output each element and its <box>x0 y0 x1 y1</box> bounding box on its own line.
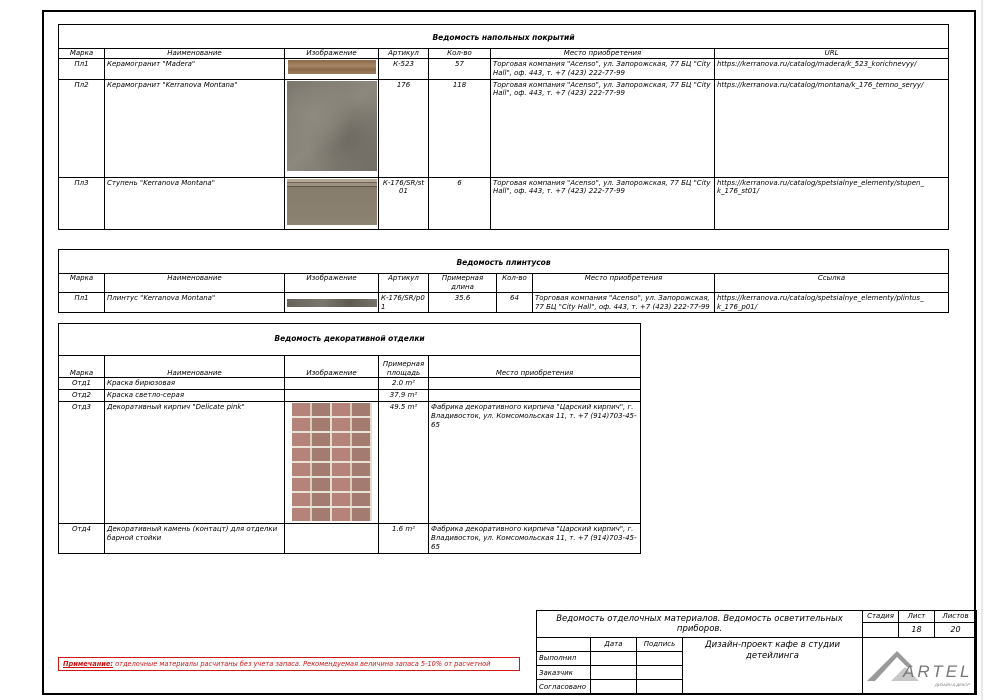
col-header: Марка <box>59 356 105 378</box>
place-cell <box>429 378 641 390</box>
floor-coverings-table <box>58 24 949 230</box>
date-cell <box>591 651 637 665</box>
name-cell: Декоративный кирпич "Delicate pink" <box>105 402 285 524</box>
decor-table <box>58 323 641 554</box>
mark-cell: Отд1 <box>59 378 105 390</box>
place-cell: Торговая компания "Acenso", ул. Запорожская, 77 БЦ "City Hall", оф. 443, т. +7 (423) 222-77-99 <box>491 59 715 80</box>
role-label: Согласовано <box>537 680 591 695</box>
note-box <box>58 657 520 671</box>
image-cell <box>285 390 379 402</box>
page-edge <box>981 0 983 700</box>
table-row <box>59 292 949 313</box>
sign-header: Подпись <box>637 638 683 651</box>
sign-cell <box>637 680 683 695</box>
logo-text: ARTEL <box>903 662 973 682</box>
area-cell: 49.5 m² <box>379 402 429 524</box>
col-header: URL <box>715 49 949 59</box>
date-cell <box>591 680 637 695</box>
wood-tile-image <box>288 60 376 74</box>
article-cell: К-176/SR/p0 1 <box>379 292 429 313</box>
mark-cell: Пл2 <box>59 79 105 177</box>
role-label: Заказчик <box>537 666 591 680</box>
stair-tile-image <box>287 179 377 225</box>
sheet-label: Лист <box>899 611 935 623</box>
sign-cell <box>637 666 683 680</box>
col-header: Наименование <box>105 274 285 293</box>
table-row <box>59 378 641 390</box>
image-cell <box>285 292 379 313</box>
name-cell: Ступень "Kerranova Montana" <box>105 177 285 229</box>
name-cell: Керамогранит "Kerranova Montana" <box>105 79 285 177</box>
title-block <box>536 610 977 695</box>
area-cell: 1.6 m² <box>379 524 429 554</box>
logo-cell <box>863 638 977 695</box>
image-cell <box>285 402 379 524</box>
image-cell <box>285 59 379 80</box>
name-cell: Керамогранит "Madera" <box>105 59 285 80</box>
mark-cell: Отд3 <box>59 402 105 524</box>
project-name: Дизайн-проект кафе в студии детейлинга <box>683 638 863 695</box>
table-row <box>59 390 641 402</box>
name-cell: Декоративный камень (контацт) для отделки барной стойки <box>105 524 285 554</box>
col-header: Изображение <box>285 49 379 59</box>
mark-cell: Пл1 <box>59 292 105 313</box>
plinth-table-title: Ведомость плинтусов <box>59 250 949 274</box>
image-cell <box>285 177 379 229</box>
name-cell: Краска бирюзовая <box>105 378 285 390</box>
note-text: отделочные материалы расчитаны без учета запаса. Рекомендуемая величина запаса 5-10% от расчетной <box>112 660 491 668</box>
note-label: Примечание: <box>63 660 113 668</box>
col-header: Артикул <box>379 49 429 59</box>
table-row <box>59 59 949 80</box>
stage-value <box>863 623 899 638</box>
mark-cell: Отд2 <box>59 390 105 402</box>
logo-subtext: ДИЗАЙН & ДЕКОР <box>935 682 971 688</box>
place-cell: Торговая компания "Acenso", ул. Запорожская, 77 БЦ "City Hall", оф. 443, т. +7 (423) 222-77-99 <box>533 292 715 313</box>
mark-cell: Пл3 <box>59 177 105 229</box>
col-header: Изображение <box>285 274 379 293</box>
plinth-image <box>287 299 377 307</box>
table-row <box>59 524 641 554</box>
plinth-table <box>58 249 949 313</box>
place-cell: Торговая компания "Acenso", ул. Запорожская, 77 БЦ "City Hall", оф. 443, т. +7 (423) 222-77-99 <box>491 79 715 177</box>
qty-cell: 57 <box>429 59 491 80</box>
date-header: Дата <box>591 638 637 651</box>
image-cell <box>285 524 379 554</box>
artel-logo <box>863 641 975 689</box>
col-header: Кол-во <box>429 49 491 59</box>
table-row <box>59 177 949 229</box>
place-cell <box>429 390 641 402</box>
floor-table-title: Ведомость напольных покрытий <box>59 25 949 49</box>
col-header: Место приобретения <box>533 274 715 293</box>
sheets-label: Листов <box>935 611 977 623</box>
sheet-value: 18 <box>899 623 935 638</box>
url-cell[interactable]: https://kerranova.ru/catalog/spetsialnye_elementy/plintus_ k_176_p01/ <box>715 292 949 313</box>
sheets-value: 20 <box>935 623 977 638</box>
url-cell[interactable]: https://kerranova.ru/catalog/spetsialnye_elementy/stupen_ k_176_st01/ <box>715 177 949 229</box>
article-cell: К-523 <box>379 59 429 80</box>
stage-label: Стадия <box>863 611 899 623</box>
table-row <box>59 79 949 177</box>
length-cell: 35.6 <box>429 292 497 313</box>
place-cell: Торговая компания "Acenso", ул. Запорожская, 77 БЦ "City Hall", оф. 443, т. +7 (423) 222-77-99 <box>491 177 715 229</box>
sign-cell <box>637 651 683 665</box>
col-header: Марка <box>59 274 105 293</box>
col-header: Изображение <box>285 356 379 378</box>
col-header: Ссылка <box>715 274 949 293</box>
image-cell <box>285 79 379 177</box>
table-row <box>59 402 641 524</box>
col-header: Наименование <box>105 49 285 59</box>
stone-tile-image <box>287 81 377 171</box>
article-cell: 176 <box>379 79 429 177</box>
doc-title: Ведомость отделочных материалов. Ведомость осветительных приборов. <box>537 611 863 638</box>
mark-cell: Пл1 <box>59 59 105 80</box>
col-header: Наименование <box>105 356 285 378</box>
image-cell <box>285 378 379 390</box>
qty-cell: 118 <box>429 79 491 177</box>
article-cell: К-176/SR/st 01 <box>379 177 429 229</box>
col-header: Примерная площадь <box>379 356 429 378</box>
role-label: Выполнил <box>537 651 591 665</box>
col-header: Место приобретения <box>491 49 715 59</box>
col-header: Место приобретения <box>429 356 641 378</box>
area-cell: 2.0 m² <box>379 378 429 390</box>
col-header: Марка <box>59 49 105 59</box>
name-cell: Плинтус "Kerranova Montana" <box>105 292 285 313</box>
place-cell: Фабрика декоративного кирпича "Царский кирпич", г. Владивосток, ул. Комсомольская 11, т. +7 (914)703-45-65 <box>429 524 641 554</box>
qty-cell: 6 <box>429 177 491 229</box>
qty-cell: 64 <box>497 292 533 313</box>
mark-cell: Отд4 <box>59 524 105 554</box>
date-cell <box>591 666 637 680</box>
col-header: Артикул <box>379 274 429 293</box>
area-cell: 37.9 m² <box>379 390 429 402</box>
decor-table-title: Ведомость декоративной отделки <box>59 324 641 356</box>
url-cell[interactable]: https://kerranova.ru/catalog/madera/k_523_korichnevyy/ <box>715 59 949 80</box>
brick-image <box>292 403 372 521</box>
col-header: Кол-во <box>497 274 533 293</box>
col-header: Примерная длина <box>429 274 497 293</box>
role-blank <box>537 638 591 651</box>
url-cell[interactable]: https://kerranova.ru/catalog/montana/k_176_temno_seryy/ <box>715 79 949 177</box>
place-cell: Фабрика декоративного кирпича "Царский кирпич", г. Владивосток, ул. Комсомольская 11, т. +7 (914)703-45-65 <box>429 402 641 524</box>
name-cell: Краска светло-серая <box>105 390 285 402</box>
